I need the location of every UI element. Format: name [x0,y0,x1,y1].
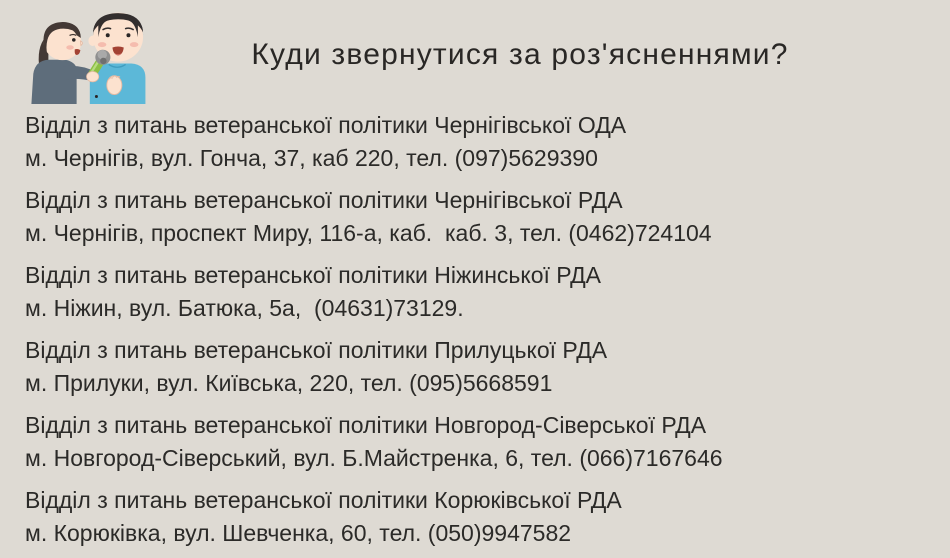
contact-section [25,259,935,325]
interview-illustration [0,0,160,104]
contact-section [25,334,935,400]
org-name: Відділ з питань ветеранської політики Корюківської РДА [25,487,622,513]
org-contact: м. Чернігів, проспект Миру, 116-а, каб. каб. 3, тел. (0462)724104 [25,220,712,246]
header [0,0,950,104]
org-name: Відділ з питань ветеранської політики Ніжинської РДА [25,262,602,288]
org-name: Відділ з питань ветеранської політики Новгород-Сіверської РДА [25,412,707,438]
org-contact: м. Чернігів, вул. Гонча, 37, каб 220, тел. (097)5629390 [25,145,598,171]
org-name: Відділ з питань ветеранської політики Прилуцької РДА [25,337,608,363]
org-contact: м. Прилуки, вул. Київська, 220, тел. (095)5668591 [25,370,553,396]
org-contact: м. Ніжин, вул. Батюка, 5а, (04631)73129. [25,295,464,321]
org-contact: м. Новгород-Сіверський, вул. Б.Майстренка, 6, тел. (066)7167646 [25,445,723,471]
org-name: Відділ з питань ветеранської політики Чернігівської РДА [25,187,623,213]
contact-section [25,109,935,175]
interview-illustration-svg [14,6,160,104]
contact-section [25,184,935,250]
contact-list [0,104,950,550]
contact-section [25,409,935,475]
org-name: Відділ з питань ветеранської політики Чернігівської ОДА [25,112,627,138]
contact-section [25,484,935,550]
page-title: Куди звернутися за роз'ясненнями? [251,38,789,71]
org-contact: м. Корюківка, вул. Шевченка, 60, тел. (050)9947582 [25,520,572,546]
